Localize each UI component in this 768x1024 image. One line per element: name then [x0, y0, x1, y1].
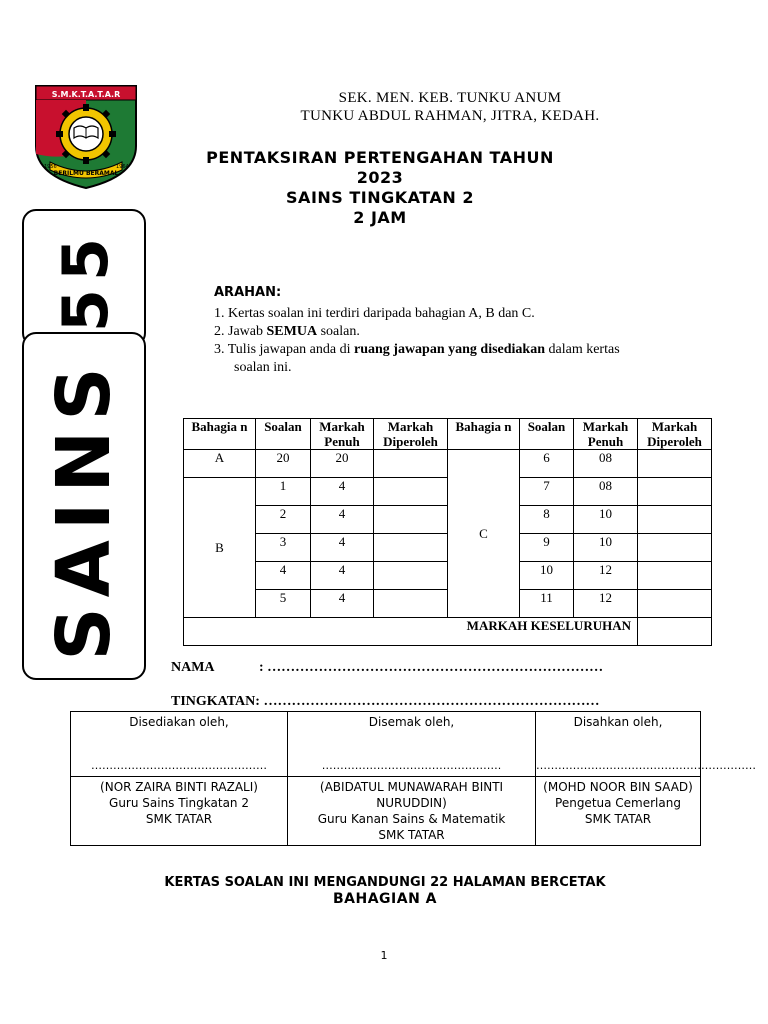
nama-field [171, 660, 603, 676]
header-markah-penuh: Markah Penuh [574, 419, 638, 450]
approved-by-name: (MOHD NOOR BIN SAAD) [543, 780, 693, 794]
prepared-by-name: (NOR ZAIRA BINTI RAZALI) [100, 780, 258, 794]
section-c-diperoleh[interactable] [638, 534, 712, 562]
prepared-by-title: Disediakan oleh, [129, 715, 229, 729]
section-c-soalan: 9 [520, 534, 574, 562]
section-c-penuh: 08 [574, 450, 638, 478]
approved-by-school: SMK TATAR [584, 812, 652, 826]
section-c-soalan: 6 [520, 450, 574, 478]
header-bahagian: Bahagia n [448, 419, 520, 450]
school-crest-icon [30, 84, 142, 190]
section-title: BAHAGIAN A [332, 891, 438, 907]
header-soalan: Soalan [520, 419, 574, 450]
section-c-diperoleh[interactable] [638, 562, 712, 590]
tingkatan-label: TINGKATAN: [171, 694, 260, 709]
table-row [184, 450, 712, 478]
header-markah-penuh: Markah Penuh [311, 419, 374, 450]
section-a-penuh: 20 [311, 450, 374, 478]
section-c-penuh: 08 [574, 478, 638, 506]
approved-by-role: Pengetua Cemerlang [555, 796, 681, 810]
table-header-row [184, 419, 712, 450]
table-total-row [184, 618, 712, 646]
logo-year-left: 1956 [44, 164, 57, 170]
checked-by-role: Guru Kanan Sains & Matematik [317, 812, 506, 826]
approved-by-title: Disahkan oleh, [573, 715, 663, 729]
section-b-diperoleh[interactable] [374, 478, 448, 506]
section-b-soalan: 5 [256, 590, 311, 618]
section-c-soalan: 7 [520, 478, 574, 506]
school-logo [30, 84, 142, 190]
instruction-2: 2. Jawab SEMUA soalan. [214, 324, 360, 339]
section-b-diperoleh[interactable] [374, 534, 448, 562]
section-b-diperoleh[interactable] [374, 506, 448, 534]
signature-row [71, 712, 701, 777]
section-a-label: A [184, 450, 256, 478]
section-b-penuh: 4 [311, 562, 374, 590]
logo-motto: BERILMU BERAMAL [53, 170, 119, 177]
instruction-1: 1. Kertas soalan ini terdiri daripada bahagian A, B dan C. [214, 306, 535, 321]
checked-by-name-cont: NURUDDIN) [376, 796, 447, 810]
section-b-soalan: 4 [256, 562, 311, 590]
nama-label: NAMA [171, 660, 215, 675]
heading-line4: 2 JAM [353, 208, 407, 227]
instruction-3: 3. Tulis jawapan anda di ruang jawapan yang disediakan dalam kertas [214, 342, 620, 357]
signatory-row [71, 777, 701, 846]
page-count-note: KERTAS SOALAN INI MENGANDUNGI 22 HALAMAN BERCETAK [164, 875, 606, 890]
approved-by-details [536, 777, 701, 846]
checked-by-signature-line: …………………………………………. [321, 759, 502, 772]
section-c-penuh: 12 [574, 590, 638, 618]
section-b-penuh: 4 [311, 506, 374, 534]
checked-by-cell [288, 712, 536, 777]
prepared-by-details [71, 777, 288, 846]
heading-line1: PENTAKSIRAN PERTENGAHAN TAHUN [206, 148, 554, 167]
school-name [250, 89, 650, 125]
prepared-by-signature-line: ………………………………………… [91, 759, 267, 772]
section-c-label: C [448, 450, 520, 618]
instructions-list [214, 305, 694, 377]
section-a-soalan: 20 [256, 450, 311, 478]
section-c-soalan: 11 [520, 590, 574, 618]
logo-year-right: 1964 [116, 164, 129, 170]
section-c-soalan: 10 [520, 562, 574, 590]
header-markah-diperoleh: Markah Diperoleh [374, 419, 448, 450]
section-c-diperoleh[interactable] [638, 478, 712, 506]
side-subject: SAINS [41, 357, 127, 661]
section-c-diperoleh[interactable] [638, 450, 712, 478]
side-subject-box [22, 332, 146, 680]
prepared-by-school: SMK TATAR [145, 812, 213, 826]
section-b-label: B [184, 478, 256, 618]
total-label: MARKAH KESELURUHAN [184, 618, 638, 646]
checked-by-school: SMK TATAR [378, 828, 445, 842]
total-value[interactable] [638, 618, 712, 646]
checked-by-name: (ABIDATUL MUNAWARAH BINTI [319, 780, 504, 794]
section-b-soalan: 2 [256, 506, 311, 534]
section-a-diperoleh[interactable] [374, 450, 448, 478]
side-code: 55 [49, 229, 122, 333]
school-name-line1: SEK. MEN. KEB. TUNKU ANUM [338, 90, 562, 106]
section-c-penuh: 12 [574, 562, 638, 590]
section-c-penuh: 10 [574, 506, 638, 534]
header-markah-diperoleh: Markah Diperoleh [638, 419, 712, 450]
section-b-soalan: 3 [256, 534, 311, 562]
instructions-title: ARAHAN: [214, 285, 282, 300]
checked-by-title: Disemak oleh, [368, 715, 455, 729]
header-soalan: Soalan [256, 419, 311, 450]
section-c-diperoleh[interactable] [638, 506, 712, 534]
section-b-penuh: 4 [311, 534, 374, 562]
section-b-penuh: 4 [311, 478, 374, 506]
logo-top-text: S.M.K.T.A.T.A.R [51, 90, 121, 99]
exam-heading [180, 148, 580, 228]
section-c-diperoleh[interactable] [638, 590, 712, 618]
heading-line2: 2023 [356, 168, 404, 187]
tingkatan-field [171, 694, 599, 710]
prepared-by-role: Guru Sains Tingkatan 2 [109, 796, 249, 810]
header-bahagian: Bahagia n [184, 419, 256, 450]
approved-by-cell [536, 712, 756, 777]
prepared-by-cell [71, 712, 288, 777]
checked-by-details [288, 777, 536, 846]
approved-by-signature-line: …………………………………………………… [536, 759, 756, 772]
section-b-diperoleh[interactable] [374, 590, 448, 618]
section-b-soalan: 1 [256, 478, 311, 506]
section-c-soalan: 8 [520, 506, 574, 534]
marks-table [183, 418, 712, 646]
signature-table [70, 711, 756, 846]
section-b-diperoleh[interactable] [374, 562, 448, 590]
nama-input-line[interactable]: : ……………………………………………………………… [259, 660, 604, 675]
section-c-penuh: 10 [574, 534, 638, 562]
tingkatan-input-line[interactable]: ……………………………………………………………… [259, 694, 600, 709]
school-name-line2: TUNKU ABDUL RAHMAN, JITRA, KEDAH. [300, 108, 600, 124]
section-b-penuh: 4 [311, 590, 374, 618]
heading-line3: SAINS TINGKATAN 2 [286, 188, 474, 207]
page-number: 1 [380, 949, 388, 962]
instruction-3-continued: soalan ini. [234, 360, 292, 375]
side-code-box [22, 209, 146, 347]
